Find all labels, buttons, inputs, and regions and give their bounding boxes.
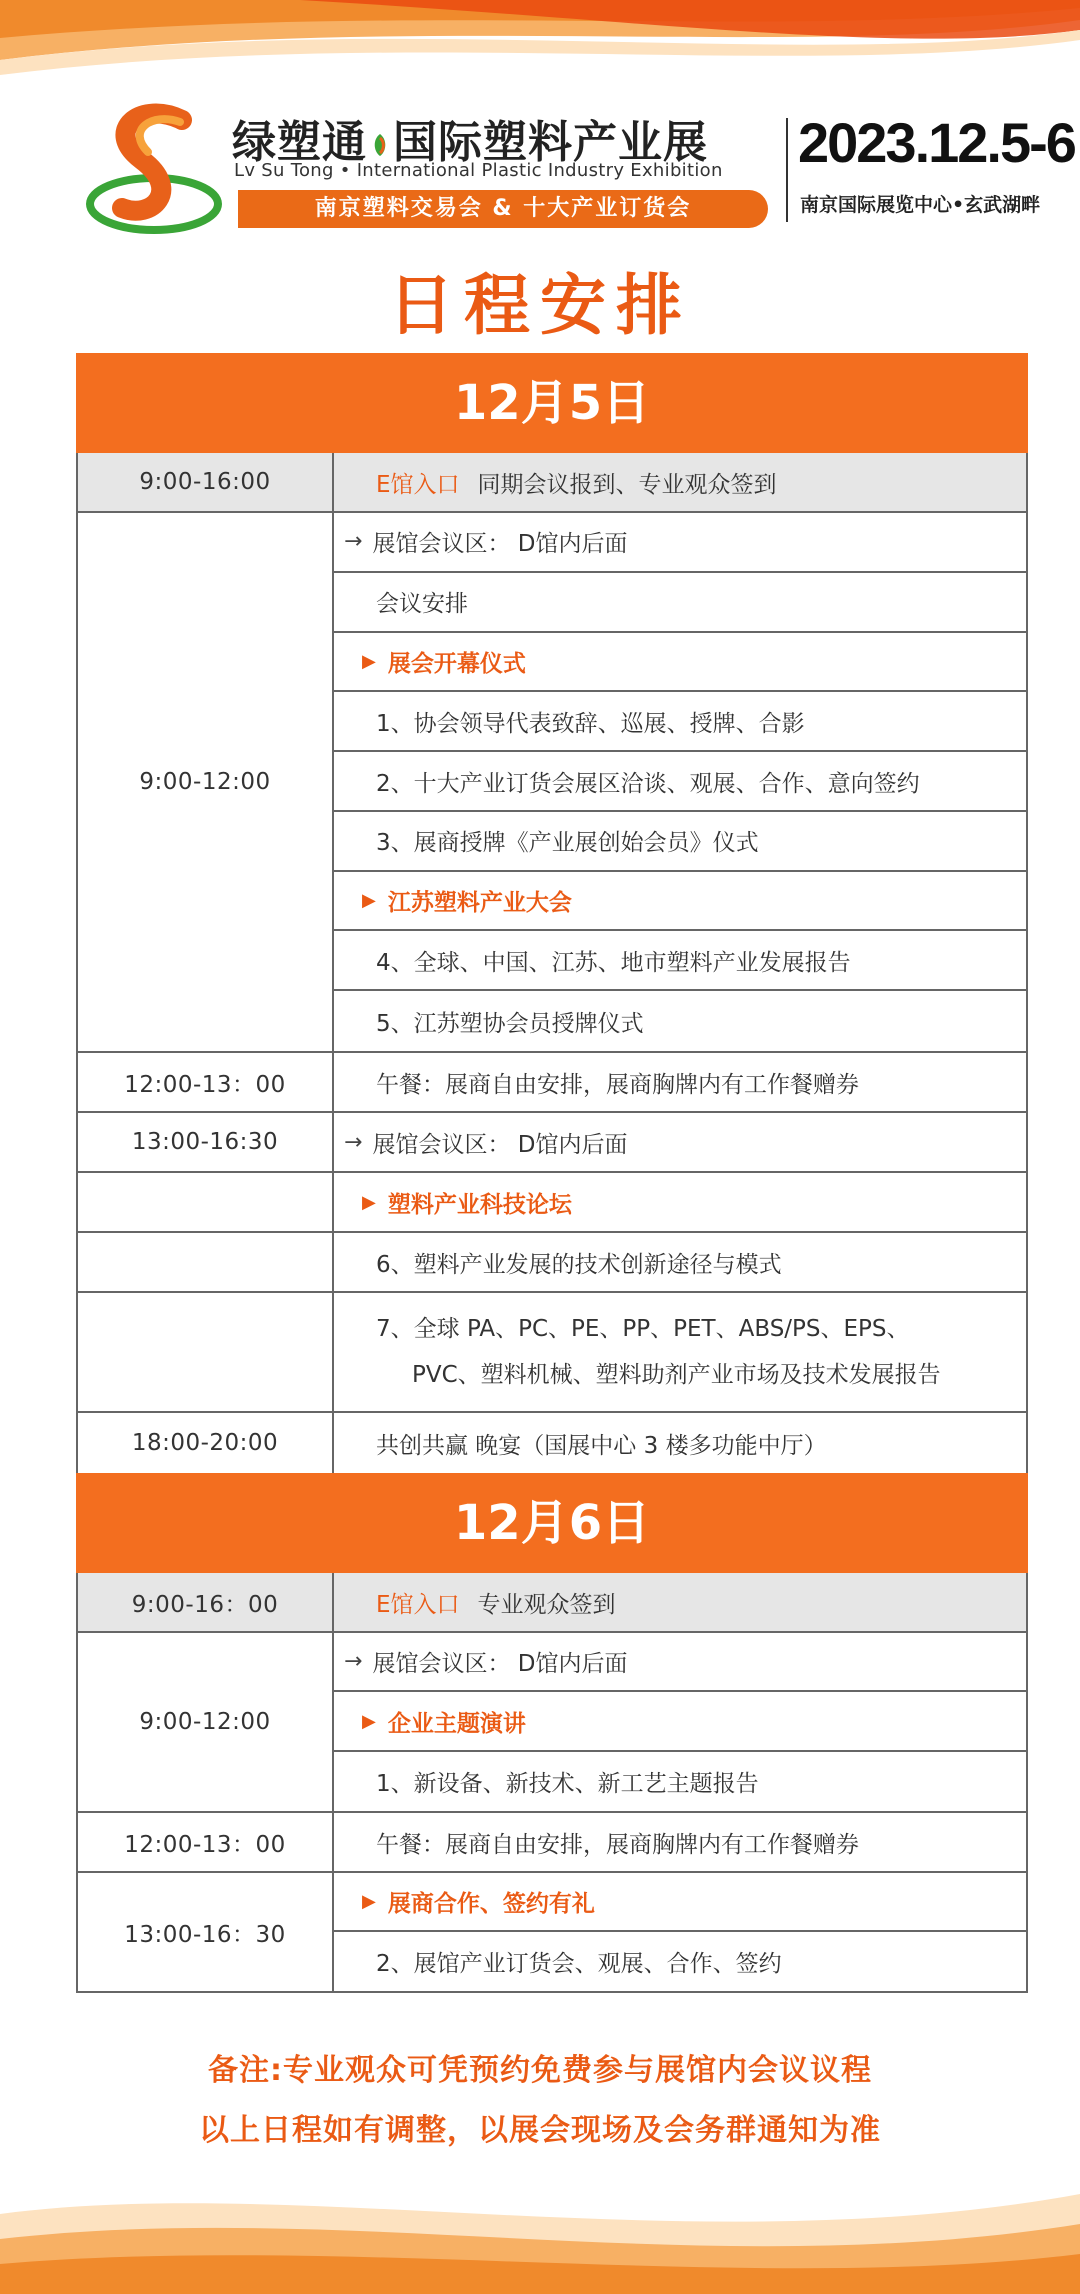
brand-subtitle: Lv Su Tong • International Plastic Industry Exhibition [234,160,723,181]
time-cell [78,1293,334,1411]
content-cell [334,453,1026,511]
item-text: 5、江苏塑协会员授牌仪式 [376,1010,644,1037]
list-item [334,1053,1026,1111]
item-text: 展馆会议区： D馆内后面 [372,531,628,558]
list-item [334,1293,1026,1411]
arrow-right-icon: → [344,1649,363,1675]
time-cell: 9:00-16:00 [78,453,334,511]
note-line-2: 以上日程如有调整，以展会现场及会务群通知为准 [199,2113,881,2148]
list-item [334,513,1026,573]
section-heading [334,1692,1026,1751]
time-cell: 12:00-13：00 [78,1813,334,1871]
item-text: 展馆会议区： D馆内后面 [372,1131,628,1158]
item-text: 展馆会议区： D馆内后面 [372,1651,628,1678]
list-item [334,1113,1026,1171]
list-item [334,1573,1026,1631]
event-date: 2023.12.5-6 [798,111,1075,174]
triangle-right-icon: ▶ [362,1710,376,1732]
table-row [78,1813,1026,1873]
item-text: 1、协会领导代表致辞、巡展、授牌、合影 [376,710,805,737]
content-cell [334,1053,1026,1111]
item-text-line2: PVC、塑料机械、塑料助剂产业市场及技术发展报告 [412,1362,941,1388]
location-label: E馆入口 [376,1591,460,1618]
content-cell [334,1813,1026,1871]
time-cell: 9:00-12:00 [78,1633,334,1811]
note-line-1: 备注:专业观众可凭预约免费参与展馆内会议议程 [208,2053,872,2088]
page-title: 日程安排 [388,267,692,344]
content-cell [334,1873,1026,1991]
table-row [78,1633,1026,1813]
section-heading [334,633,1026,693]
list-item [334,1752,1026,1811]
arrow-right-icon: → [344,529,363,555]
list-item [334,812,1026,872]
time-cell: 13:00-16：30 [78,1873,334,1991]
list-item [334,1813,1026,1871]
item-text: 会议安排 [376,591,468,618]
item-text: 展商合作、签约有礼 [387,1891,595,1917]
item-text: 午餐：展商自由安排，展商胸牌内有工作餐赠券 [376,1831,859,1858]
time-cell: 9:00-16：00 [78,1573,334,1631]
time-cell [78,1173,334,1231]
section-heading [334,872,1026,932]
content-cell [334,1293,1026,1411]
item-text: 4、全球、中国、江苏、地市塑料产业发展报告 [376,949,851,976]
list-item [334,931,1026,991]
table-row [78,1113,1026,1173]
table-row [78,1233,1026,1293]
item-text-line1: 7、全球 PA、PC、PE、PP、PET、ABS/PS、EPS、 [376,1316,910,1342]
item-text: 共创共赢 晚宴（国展中心 3 楼多功能中厅） [376,1432,827,1459]
item-text: 1、新设备、新技术、新工艺主题报告 [376,1770,759,1797]
table-row [78,1173,1026,1233]
list-item [334,453,1026,511]
day2-table [76,1573,1028,1993]
time-cell: 9:00-12:00 [78,513,334,1051]
schedule-table [76,353,1028,1993]
content-cell [334,1233,1026,1291]
table-row [78,1413,1026,1473]
day2-heading: 12月6日 [76,1473,1028,1573]
event-venue: 南京国际展览中心•玄武湖畔 [800,194,1041,216]
brand-title-part-a: 绿塑通 [232,117,367,168]
item-text: 2、十大产业订货会展区洽谈、观展、合作、意向签约 [376,770,920,797]
section-heading [334,1173,1026,1231]
time-cell [78,1233,334,1291]
item-text: 3、展商授牌《产业展创始会员》仪式 [376,830,759,857]
section-heading [334,1873,1026,1932]
list-item [334,1413,1026,1473]
triangle-right-icon: ▶ [362,890,376,912]
list-item [334,1233,1026,1291]
table-row [78,1053,1026,1113]
list-item [334,752,1026,812]
bottom-decoration [0,2154,1080,2294]
triangle-right-icon: ▶ [362,650,376,672]
brand-band: 南京塑料交易会 & 十大产业订货会 [238,190,768,228]
triangle-right-icon: ▶ [362,1891,376,1912]
day1-heading: 12月5日 [76,353,1028,453]
item-text: 2、展馆产业订货会、观展、合作、签约 [376,1951,782,1977]
content-cell [334,1173,1026,1231]
table-row [78,1873,1026,1993]
brand-logo [82,100,232,240]
leaf-icon [371,132,389,158]
item-text: 6、塑料产业发展的技术创新途径与模式 [376,1251,782,1278]
item-text: 同期会议报到、专业观众签到 [477,471,777,498]
list-item [334,692,1026,752]
table-row [78,1573,1026,1633]
time-cell: 12:00-13：00 [78,1053,334,1111]
time-cell: 13:00-16:30 [78,1113,334,1171]
list-item [334,1633,1026,1692]
header-divider [786,118,788,222]
day1-table [76,453,1028,1473]
content-cell [334,1633,1026,1811]
table-row [78,513,1026,1053]
brand-title-part-b: 国际塑料产业展 [393,117,708,168]
triangle-right-icon: ▶ [362,1191,376,1213]
item-text: 专业观众签到 [477,1591,616,1618]
item-text: 企业主题演讲 [387,1710,526,1737]
content-cell [334,1113,1026,1171]
content-cell [334,1573,1026,1631]
content-cell [334,1413,1026,1473]
location-label: E馆入口 [376,471,460,498]
table-row [78,453,1026,513]
item-text: 午餐：展商自由安排，展商胸牌内有工作餐赠券 [376,1071,859,1098]
content-cell [334,513,1026,1051]
time-cell: 18:00-20:00 [78,1413,334,1473]
list-item [334,991,1026,1051]
list-item [334,1932,1026,1991]
item-text: 塑料产业科技论坛 [387,1191,572,1218]
item-text: 展会开幕仪式 [387,650,526,677]
item-text: 江苏塑料产业大会 [387,890,572,917]
list-item [334,573,1026,633]
arrow-right-icon: → [344,1129,363,1155]
table-row [78,1293,1026,1413]
